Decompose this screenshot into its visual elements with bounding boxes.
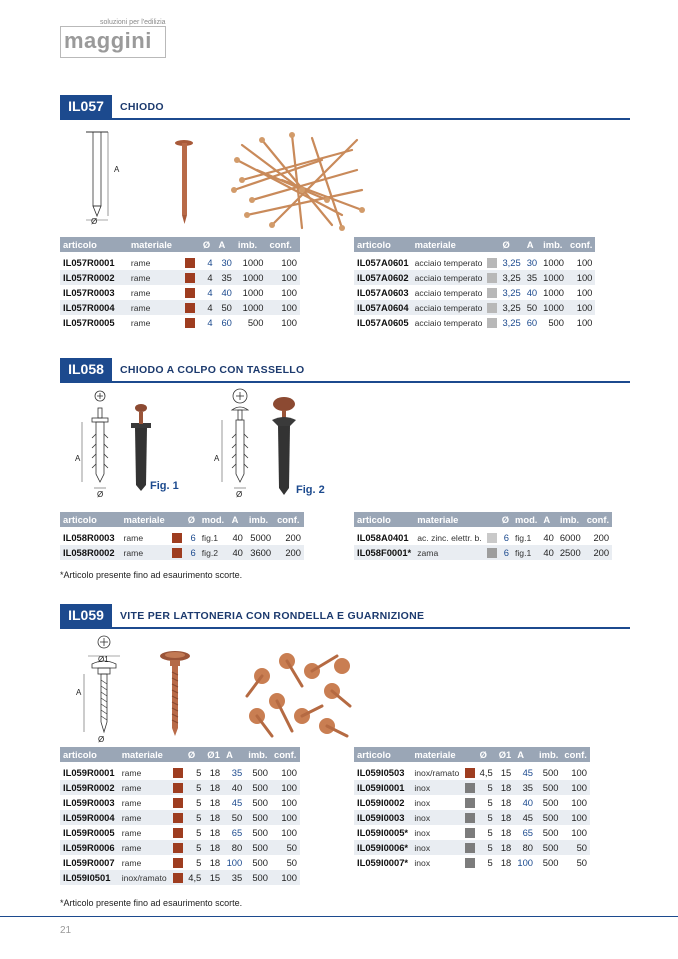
col-articolo: articolo [354, 237, 412, 252]
col-diameter1: Ø1 [204, 747, 223, 762]
col-articolo: articolo [354, 512, 414, 527]
col-articolo: articolo [60, 512, 121, 527]
table-row: IL059R0006 rame 5 18 80 500 50 [60, 840, 300, 855]
table-row: IL059R0005 rame 5 18 65 500 100 [63, 827, 297, 838]
section-code-il058: IL058 [60, 358, 112, 381]
col-materiale: materiale [128, 237, 184, 252]
table-row: IL059I0503 inox/ramato 4,5 15 45 500 100 [357, 767, 587, 778]
anchor-drawing-fig2 [212, 388, 262, 496]
table-row: IL059I0006* inox 5 18 80 500 50 [354, 840, 590, 855]
material-swatch [173, 768, 183, 778]
nail-technical-drawing [78, 128, 128, 230]
col-imb: imb. [246, 512, 274, 527]
col-a: A [540, 512, 556, 527]
material-swatch [173, 858, 183, 868]
table-row: IL059I0007* inox 5 18 100 500 50 [357, 857, 587, 868]
table-row: IL058R0003 rame 6 fig.1 40 5000 200 [63, 532, 301, 543]
col-mod: mod. [199, 512, 229, 527]
table-row: IL059R0001 rame 5 18 35 500 100 [63, 767, 297, 778]
table-row: IL059R0003 rame 5 18 45 500 100 [63, 797, 297, 808]
col-conf: conf. [271, 747, 300, 762]
section-rule [60, 381, 630, 383]
il057-copper-table [60, 237, 300, 330]
col-diameter: Ø [499, 512, 512, 527]
material-swatch [172, 533, 182, 543]
col-diameter: Ø [185, 747, 204, 762]
material-swatch [465, 783, 475, 793]
copper-nails-pile-image [232, 130, 368, 232]
col-a: A [514, 747, 536, 762]
il059-inox-table [354, 747, 590, 870]
dimension-diameter-label: Ø [97, 490, 104, 499]
table-row: IL057R0001 rame 4 30 1000 100 [63, 257, 297, 268]
table-row: IL059I0005* inox 5 18 65 500 100 [357, 827, 587, 838]
col-diameter: Ø [477, 747, 496, 762]
section-title-il058: CHIODO A COLPO CON TASSELLO [120, 364, 305, 376]
col-conf: conf. [274, 512, 304, 527]
anchor-drawing-fig1 [70, 390, 120, 496]
table-row: IL059I0501 inox/ramato 4,5 15 35 500 100 [60, 870, 300, 885]
material-swatch [465, 768, 475, 778]
table-row: IL059R0007 rame 5 18 100 500 50 [63, 857, 297, 868]
anchor-photo-fig1 [128, 403, 154, 491]
logo-tagline: soluzioni per l'edilizia [100, 19, 166, 26]
dimension-a-label: A [76, 688, 82, 697]
table-row: IL057A0601 acciaio temperato 3,25 30 1000 100 [357, 257, 593, 268]
col-imb: imb. [245, 747, 271, 762]
col-articolo: articolo [354, 747, 411, 762]
col-materiale: materiale [121, 512, 171, 527]
table-row: IL057R0002 rame 4 35 1000 100 [60, 270, 300, 285]
material-swatch [465, 828, 475, 838]
section-rule [60, 118, 630, 120]
material-swatch [173, 873, 183, 883]
table-row: IL058F0001* zama 6 fig.1 40 2500 200 [354, 545, 612, 560]
table-row: IL059I0001 inox 5 18 35 500 100 [354, 780, 590, 795]
material-swatch [185, 288, 195, 298]
table-row: IL057A0602 acciaio temperato 3,25 35 1000 100 [354, 270, 595, 285]
table-row: IL059I0002 inox 5 18 40 500 100 [357, 797, 587, 808]
il057-steel-table [354, 237, 595, 330]
material-swatch [465, 813, 475, 823]
col-imb: imb. [540, 237, 567, 252]
material-swatch [185, 273, 195, 283]
dimension-diameter-label: Ø [91, 217, 98, 226]
material-swatch [173, 798, 183, 808]
table-row: IL059R0004 rame 5 18 50 500 100 [60, 810, 300, 825]
page-number: 21 [60, 925, 72, 936]
col-materiale: materiale [412, 237, 486, 252]
material-swatch [465, 858, 475, 868]
section-title-il057: CHIODO [120, 101, 164, 113]
copper-screw-image [158, 648, 192, 738]
material-swatch [487, 318, 497, 328]
material-swatch [185, 258, 195, 268]
section-rule [60, 627, 630, 629]
stock-note: *Articolo presente fino ad esaurimento scorte. [60, 898, 243, 908]
material-swatch [173, 828, 183, 838]
col-articolo: articolo [60, 747, 119, 762]
section-title-il059: VITE PER LATTONERIA CON RONDELLA E GUARNIZIONE [120, 610, 425, 622]
il059-copper-table [60, 747, 300, 885]
table-row: IL059I0003 inox 5 18 45 500 100 [354, 810, 590, 825]
il058-steel-table [354, 512, 612, 560]
col-mod: mod. [512, 512, 540, 527]
col-a: A [223, 747, 245, 762]
table-row: IL057R0004 rame 4 50 1000 100 [60, 300, 300, 315]
col-diameter: Ø [499, 237, 523, 252]
dimension-a-label: A [214, 454, 220, 463]
material-swatch [465, 798, 475, 808]
dimension-a-label: A [75, 454, 81, 463]
col-materiale: materiale [411, 747, 462, 762]
anchor-photo-fig2 [268, 396, 300, 496]
material-swatch [487, 288, 497, 298]
dimension-a-label: A [114, 165, 120, 174]
col-articolo: articolo [60, 237, 128, 252]
table-row: IL059R0002 rame 5 18 40 500 100 [60, 780, 300, 795]
material-swatch [185, 318, 195, 328]
material-swatch [487, 303, 497, 313]
material-swatch [173, 813, 183, 823]
footer-rule [0, 916, 678, 917]
col-a: A [229, 512, 246, 527]
col-diameter: Ø [185, 512, 199, 527]
table-row: IL058R0002 rame 6 fig.2 40 3600 200 [60, 545, 304, 560]
col-conf: conf. [584, 512, 612, 527]
material-swatch [487, 533, 497, 543]
il058-copper-table [60, 512, 304, 560]
table-row: IL057A0604 acciaio temperato 3,25 50 1000 100 [354, 300, 595, 315]
table-row: IL058A0401 ac. zinc. elettr. b. 6 fig.1 40 6000 200 [357, 532, 610, 543]
material-swatch [487, 258, 497, 268]
table-row: IL057R0003 rame 4 40 1000 100 [63, 287, 297, 298]
fig2-label: Fig. 2 [296, 484, 325, 496]
fig1-label: Fig. 1 [150, 480, 179, 492]
material-swatch [487, 273, 497, 283]
dimension-diameter-label: Ø [236, 490, 243, 499]
screw-technical-drawing [74, 632, 124, 742]
stock-note: *Articolo presente fino ad esaurimento scorte. [60, 570, 243, 580]
material-swatch [173, 783, 183, 793]
col-conf: conf. [267, 237, 301, 252]
col-conf: conf. [561, 747, 590, 762]
col-materiale: materiale [414, 512, 484, 527]
col-a: A [216, 237, 235, 252]
col-diameter: Ø [200, 237, 216, 252]
dimension-diameter-label: Ø [98, 735, 105, 744]
material-swatch [487, 548, 497, 558]
copper-nail-image [172, 138, 202, 226]
col-a: A [524, 237, 540, 252]
col-imb: imb. [536, 747, 561, 762]
col-conf: conf. [567, 237, 595, 252]
col-diameter1: Ø1 [496, 747, 515, 762]
logo: maggini [64, 28, 152, 53]
material-swatch [173, 843, 183, 853]
col-materiale: materiale [119, 747, 171, 762]
section-code-il057: IL057 [60, 95, 112, 118]
table-row: IL057A0605 acciaio temperato 3,25 60 500 100 [357, 317, 593, 328]
dimension-d1-label: Ø1 [98, 655, 109, 664]
col-imb: imb. [557, 512, 584, 527]
section-code-il059: IL059 [60, 604, 112, 627]
material-swatch [185, 303, 195, 313]
table-row: IL057R0005 rame 4 60 500 100 [63, 317, 297, 328]
table-row: IL057A0603 acciaio temperato 3,25 40 1000 100 [357, 287, 593, 298]
copper-screws-pile-image [242, 646, 354, 740]
material-swatch [172, 548, 182, 558]
material-swatch [465, 843, 475, 853]
col-imb: imb. [235, 237, 267, 252]
